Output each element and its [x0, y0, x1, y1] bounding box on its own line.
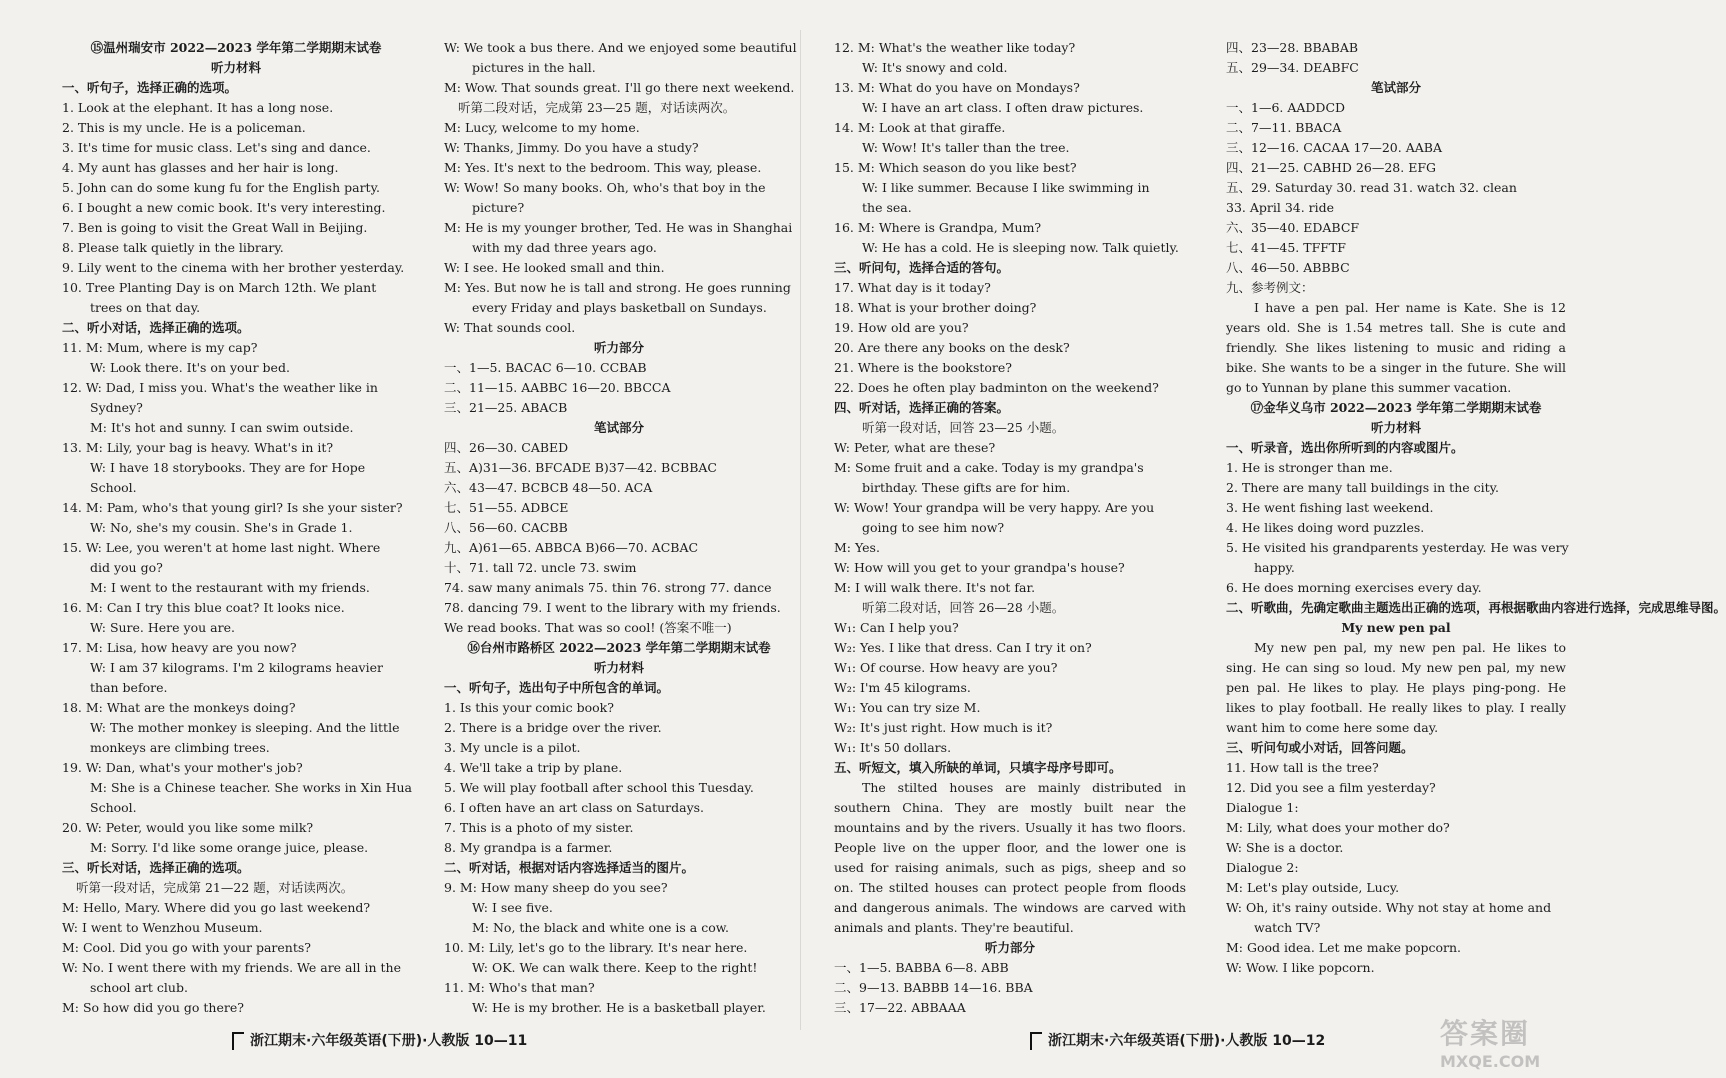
text-line: 四、听对话，选择正确的答案。	[834, 400, 1010, 415]
text-line: W: Wow! Your grandpa will be very happy. Are you	[834, 500, 1155, 515]
text-line: 22. Does he often play badminton on the weekend?	[834, 380, 1159, 395]
text-line: than before.	[90, 680, 168, 695]
column-3	[834, 38, 1186, 1018]
text-line: 7. This is a photo of my sister.	[444, 820, 634, 835]
text-line: 听第一段对话，完成第 21—22 题，对话读两次。	[76, 880, 354, 895]
footer-left	[232, 1030, 527, 1056]
text-line: M: No, the black and white one is a cow.	[472, 920, 729, 935]
text-line: 15. M: Which season do you like best?	[834, 160, 1077, 175]
text-line: 听力部分	[984, 940, 1035, 955]
text-line: 二、听对话，根据对话内容选择适当的图片。	[444, 860, 695, 875]
text-line: M: He is my younger brother, Ted. He was in Shanghai	[444, 220, 793, 235]
text-line: 一、听录音，选出你所听到的内容或图片。	[1226, 440, 1464, 455]
text-line: M: Yes.	[834, 540, 880, 555]
text-line: 二、听歌曲，先确定歌曲主题选出正确的选项，再根据歌曲内容进行选择，完成思维导图。	[1226, 600, 1726, 615]
text-line: 17. What day is it today?	[834, 280, 991, 295]
text-line: W: I see. He looked small and thin.	[444, 260, 665, 275]
text-line: W₁: Can I help you?	[834, 620, 959, 635]
text-line: 听第二段对话，回答 26—28 小题。	[862, 600, 1065, 615]
text-line: 三、听长对话，选择正确的选项。	[62, 860, 250, 875]
text-line: 14. M: Look at that giraffe.	[834, 120, 1006, 135]
text-line: picture?	[472, 200, 525, 215]
watermark-line1: 答案圈	[1440, 1017, 1531, 1050]
text-line: 12. W: Dad, I miss you. What's the weather like in	[62, 380, 378, 395]
text-line: 18. What is your brother doing?	[834, 300, 1037, 315]
text-line: 听力材料	[1370, 420, 1421, 435]
text-line: W: I went to Wenzhou Museum.	[62, 920, 263, 935]
text-line: 6. He does morning exercises every day.	[1226, 580, 1482, 595]
text-line: 一、1—5. BACAC 6—10. CCBAB	[444, 360, 647, 375]
text-line: W₁: Of course. How heavy are you?	[834, 660, 1058, 675]
text-line: trees on that day.	[90, 300, 201, 315]
footer-right	[1030, 1030, 1325, 1056]
text-line: M: Let's play outside, Lucy.	[1226, 880, 1400, 895]
text-line: 听第一段对话，回答 23—25 小题。	[862, 420, 1065, 435]
text-line: 19. W: Dan, what's your mother's job?	[62, 760, 303, 775]
text-line: My new pen pal, my new pen pal. He likes to sing. He can sing so loud. My new pen pal, my new pen pal. He likes to play. He plays ping-pong. He likes to play football. He really likes to play. I really want him to come here some day.	[1226, 640, 1566, 735]
text-line: W₁: You can try size M.	[834, 700, 981, 715]
text-line: The stilted houses are mainly distributed in southern China. They are mostly built near the mountains and by the rivers. Usually it has two floors. People live on the upper floor, and the lower one is used for raising animals, such as pigs, sheep and so on. The stilted houses can protect people from floods and dangerous animals. The windows are carved with animals and plants. They're beautiful.	[834, 780, 1186, 935]
text-line: W: How will you get to your grandpa's house?	[834, 560, 1125, 575]
text-line: W: Look there. It's on your bed.	[90, 360, 290, 375]
text-line: ⑯台州市路桥区 2022—2023 学年第二学期期末试卷	[467, 640, 771, 655]
text-line: 13. M: What do you have on Mondays?	[834, 80, 1080, 95]
text-line: monkeys are climbing trees.	[90, 740, 270, 755]
text-line: M: Good idea. Let me make popcorn.	[1226, 940, 1462, 955]
text-line: pictures in the hall.	[472, 60, 596, 75]
text-line: 15. W: Lee, you weren't at home last night. Where	[62, 540, 381, 555]
text-line: 17. M: Lisa, how heavy are you now?	[62, 640, 297, 655]
text-line: 11. How tall is the tree?	[1226, 760, 1379, 775]
text-line: 二、9—13. BABBB 14—16. BBA	[834, 980, 1033, 995]
text-line: happy.	[1254, 560, 1295, 575]
text-line: every Friday and plays basketball on Sundays.	[472, 300, 767, 315]
text-line: M: Cool. Did you go with your parents?	[62, 940, 311, 955]
text-line: 1. Is this your comic book?	[444, 700, 614, 715]
text-line: ⑮温州瑞安市 2022—2023 学年第二学期期末试卷	[90, 40, 382, 55]
text-line: 10. Tree Planting Day is on March 12th. We plant	[62, 280, 377, 295]
text-line: 14. M: Pam, who's that young girl? Is she your sister?	[62, 500, 403, 515]
text-line: 一、1—6. AADDCD	[1226, 100, 1346, 115]
text-line: W: No. I went there with my friends. We are all in the	[62, 960, 401, 975]
text-line: M: So how did you go there?	[62, 1000, 244, 1015]
text-line: 19. How old are you?	[834, 320, 969, 335]
text-line: 六、35—40. EDABCF	[1226, 220, 1360, 235]
text-line: 20. Are there any books on the desk?	[834, 340, 1070, 355]
page-gutter	[800, 30, 801, 1030]
text-line: 二、7—11. BBACA	[1226, 120, 1342, 135]
text-line: 12. M: What's the weather like today?	[834, 40, 1076, 55]
text-line: 16. M: Where is Grandpa, Mum?	[834, 220, 1042, 235]
text-line: W₁: It's 50 dollars.	[834, 740, 952, 755]
text-line: 二、11—15. AABBC 16—20. BBCCA	[444, 380, 671, 395]
text-line: 5. John can do some kung fu for the English party.	[62, 180, 380, 195]
text-line: 笔试部分	[593, 420, 644, 435]
text-line: W: The mother monkey is sleeping. And the little	[90, 720, 400, 735]
text-line: 5. He visited his grandparents yesterday. He was very	[1226, 540, 1569, 555]
text-line: school art club.	[90, 980, 188, 995]
text-line: M: Some fruit and a cake. Today is my grandpa's	[834, 460, 1144, 475]
text-line: W: Wow! It's taller than the tree.	[862, 140, 1070, 155]
text-line: 四、26—30. CABED	[444, 440, 569, 455]
text-line: 3. He went fishing last weekend.	[1226, 500, 1434, 515]
text-line: 听力材料	[210, 60, 261, 75]
text-line: 7. Ben is going to visit the Great Wall in Beijing.	[62, 220, 368, 235]
text-line: School.	[90, 800, 137, 815]
text-line: W: That sounds cool.	[444, 320, 576, 335]
text-line: Dialogue 2:	[1226, 860, 1299, 875]
text-line: 11. M: Who's that man?	[444, 980, 595, 995]
text-line: W: Oh, it's rainy outside. Why not stay at home and	[1226, 900, 1552, 915]
text-line: My new pen pal	[1341, 620, 1451, 635]
text-line: 8. Please talk quietly in the library.	[62, 240, 284, 255]
text-line: W: He has a cold. He is sleeping now. Talk quietly.	[862, 240, 1179, 255]
text-line: 9. M: How many sheep do you see?	[444, 880, 668, 895]
text-line: 八、56—60. CACBB	[444, 520, 568, 535]
text-line: W: I have an art class. I often draw pictures.	[862, 100, 1144, 115]
text-line: 4. My aunt has glasses and her hair is long.	[62, 160, 339, 175]
text-line: W: He is my brother. He is a basketball player.	[472, 1000, 766, 1015]
text-line: M: She is a Chinese teacher. She works in Xin Hua	[90, 780, 412, 795]
text-line: 10. M: Lily, let's go to the library. It's near here.	[444, 940, 748, 955]
text-line: M: Lucy, welcome to my home.	[444, 120, 640, 135]
text-line: 74. saw many animals 75. thin 76. strong 77. dance	[444, 580, 772, 595]
text-line: 一、听句子，选择正确的选项。	[62, 80, 238, 95]
text-line: 一、1—5. BABBA 6—8. ABB	[834, 960, 1009, 975]
text-line: M: Lily, what does your mother do?	[1226, 820, 1450, 835]
text-line: I have a pen pal. Her name is Kate. She is 12 years old. She is 1.54 metres tall. She is cute and friendly. She likes listening to music and riding a bike. She wants to be a singer in the future. She will go to Yunnan by plane this summer vacation.	[1226, 300, 1566, 395]
text-line: 五、29—34. DEABFC	[1226, 60, 1359, 75]
text-line: 三、听问句或小对话，回答问题。	[1226, 740, 1414, 755]
text-line: W: She is a doctor.	[1226, 840, 1344, 855]
text-line: 13. M: Lily, your bag is heavy. What's in it?	[62, 440, 334, 455]
text-line: going to see him now?	[862, 520, 1005, 535]
text-line: 9. Lily went to the cinema with her brother yesterday.	[62, 260, 405, 275]
text-line: 2. This is my uncle. He is a policeman.	[62, 120, 306, 135]
text-line: W: Wow! So many books. Oh, who's that boy in the	[444, 180, 766, 195]
column-2	[444, 38, 797, 1018]
text-line: W: Sure. Here you are.	[90, 620, 235, 635]
text-line: 6. I bought a new comic book. It's very interesting.	[62, 200, 386, 215]
text-line: 听力材料	[593, 660, 644, 675]
text-line: W: Thanks, Jimmy. Do you have a study?	[444, 140, 699, 155]
text-line: 3. It's time for music class. Let's sing and dance.	[62, 140, 371, 155]
watermark-line2: MXQE.COM	[1440, 1052, 1541, 1071]
text-line: 四、21—25. CABHD 26—28. EFG	[1226, 160, 1436, 175]
text-line: M: I will walk there. It's not far.	[834, 580, 1036, 595]
text-line: the sea.	[862, 200, 912, 215]
text-line: W: OK. We can walk there. Keep to the right!	[472, 960, 758, 975]
text-line: W: I see five.	[472, 900, 553, 915]
text-line: 九、参考例文：	[1226, 280, 1314, 295]
text-line: M: I went to the restaurant with my friends.	[90, 580, 370, 595]
text-line: 4. He likes doing word puzzles.	[1226, 520, 1425, 535]
text-line: W: It's snowy and cold.	[862, 60, 1008, 75]
text-line: 三、12—16. CACAA 17—20. AABA	[1226, 140, 1442, 155]
text-line: 一、听句子，选出句子中所包含的单词。	[444, 680, 670, 695]
text-line: 三、听问句，选择合适的答句。	[834, 260, 1010, 275]
column-1	[62, 38, 410, 1018]
text-line: 33. April 34. ride	[1226, 200, 1335, 215]
text-line: 六、43—47. BCBCB 48—50. ACA	[444, 480, 653, 495]
text-line: W: I like summer. Because I like swimming in	[862, 180, 1150, 195]
text-line: 七、41—45. TFFTF	[1226, 240, 1346, 255]
text-line: We read books. That was so cool! (答案不唯一)	[444, 620, 732, 635]
text-line: W: We took a bus there. And we enjoyed some beautiful	[444, 40, 797, 55]
text-line: W₂: I'm 45 kilograms.	[834, 680, 971, 695]
text-line: 8. My grandpa is a farmer.	[444, 840, 613, 855]
text-line: 三、21—25. ABACB	[444, 400, 568, 415]
text-line: did you go?	[90, 560, 163, 575]
text-line: birthday. These gifts are for him.	[862, 480, 1071, 495]
text-line: Sydney?	[90, 400, 143, 415]
text-line: with my dad three years ago.	[472, 240, 657, 255]
text-line: W₂: It's just right. How much is it?	[834, 720, 1053, 735]
text-line: 笔试部分	[1370, 80, 1421, 95]
text-line: M: Yes. It's next to the bedroom. This way, please.	[444, 160, 762, 175]
text-line: W₂: Yes. I like that dress. Can I try it on?	[834, 640, 1092, 655]
watermark-logo	[1440, 1012, 1580, 1072]
corner-mark-icon	[232, 1032, 244, 1050]
text-line: 18. M: What are the monkeys doing?	[62, 700, 296, 715]
text-line: 11. M: Mum, where is my cap?	[62, 340, 258, 355]
text-line: School.	[90, 480, 137, 495]
text-line: 3. My uncle is a pilot.	[444, 740, 581, 755]
text-line: 五、A)31—36. BFCADE B)37—42. BCBBAC	[444, 460, 717, 475]
text-line: 四、23—28. BBABAB	[1226, 40, 1359, 55]
text-line: 1. Look at the elephant. It has a long nose.	[62, 100, 334, 115]
text-line: 五、29. Saturday 30. read 31. watch 32. clean	[1226, 180, 1517, 195]
text-line: 听第二段对话，完成第 23—25 题，对话读两次。	[458, 100, 736, 115]
text-line: 2. There is a bridge over the river.	[444, 720, 662, 735]
text-line: 21. Where is the bookstore?	[834, 360, 1012, 375]
text-line: 20. W: Peter, would you like some milk?	[62, 820, 314, 835]
footer-right-text: 浙江期末·六年级英语(下册)·人教版 10—12	[1048, 1033, 1326, 1049]
text-line: 七、51—55. ADBCE	[444, 500, 569, 515]
text-line: M: Sorry. I'd like some orange juice, please.	[90, 840, 369, 855]
text-line: Dialogue 1:	[1226, 800, 1299, 815]
text-line: 6. I often have an art class on Saturdays.	[444, 800, 705, 815]
text-line: W: Peter, what are these?	[834, 440, 996, 455]
text-line: 二、听小对话，选择正确的选项。	[62, 320, 250, 335]
text-line: M: Wow. That sounds great. I'll go there next weekend.	[444, 80, 795, 95]
text-line: 12. Did you see a film yesterday?	[1226, 780, 1436, 795]
text-line: ⑰金华义乌市 2022—2023 学年第二学期期末试卷	[1250, 400, 1542, 415]
text-line: 听力部分	[593, 340, 644, 355]
text-line: W: I have 18 storybooks. They are for Hope	[90, 460, 366, 475]
text-line: M: Hello, Mary. Where did you go last weekend?	[62, 900, 371, 915]
text-line: 5. We will play football after school this Tuesday.	[444, 780, 754, 795]
text-line: M: Yes. But now he is tall and strong. He goes running	[444, 280, 791, 295]
corner-mark-icon	[1030, 1032, 1042, 1050]
text-line: W: No, she's my cousin. She's in Grade 1.	[90, 520, 353, 535]
text-line: W: Wow. I like popcorn.	[1226, 960, 1375, 975]
text-line: 4. We'll take a trip by plane.	[444, 760, 623, 775]
text-line: 78. dancing 79. I went to the library with my friends.	[444, 600, 781, 615]
text-line: 九、A)61—65. ABBCA B)66—70. ACBAC	[444, 540, 699, 555]
text-line: 三、17—22. ABBAAA	[834, 1000, 966, 1015]
text-line: 五、听短文，填入所缺的单词，只填字母序号即可。	[834, 760, 1122, 775]
text-line: M: It's hot and sunny. I can swim outside.	[90, 420, 354, 435]
text-line: W: I am 37 kilograms. I'm 2 kilograms heavier	[90, 660, 383, 675]
text-line: 2. There are many tall buildings in the city.	[1226, 480, 1500, 495]
column-4	[1226, 38, 1726, 978]
text-line: 十、71. tall 72. uncle 73. swim	[444, 560, 637, 575]
text-line: 八、46—50. ABBBC	[1226, 260, 1350, 275]
text-line: 1. He is stronger than me.	[1226, 460, 1393, 475]
text-line: watch TV?	[1254, 920, 1321, 935]
text-line: 16. M: Can I try this blue coat? It looks nice.	[62, 600, 345, 615]
footer-left-text: 浙江期末·六年级英语(下册)·人教版 10—11	[250, 1033, 528, 1049]
